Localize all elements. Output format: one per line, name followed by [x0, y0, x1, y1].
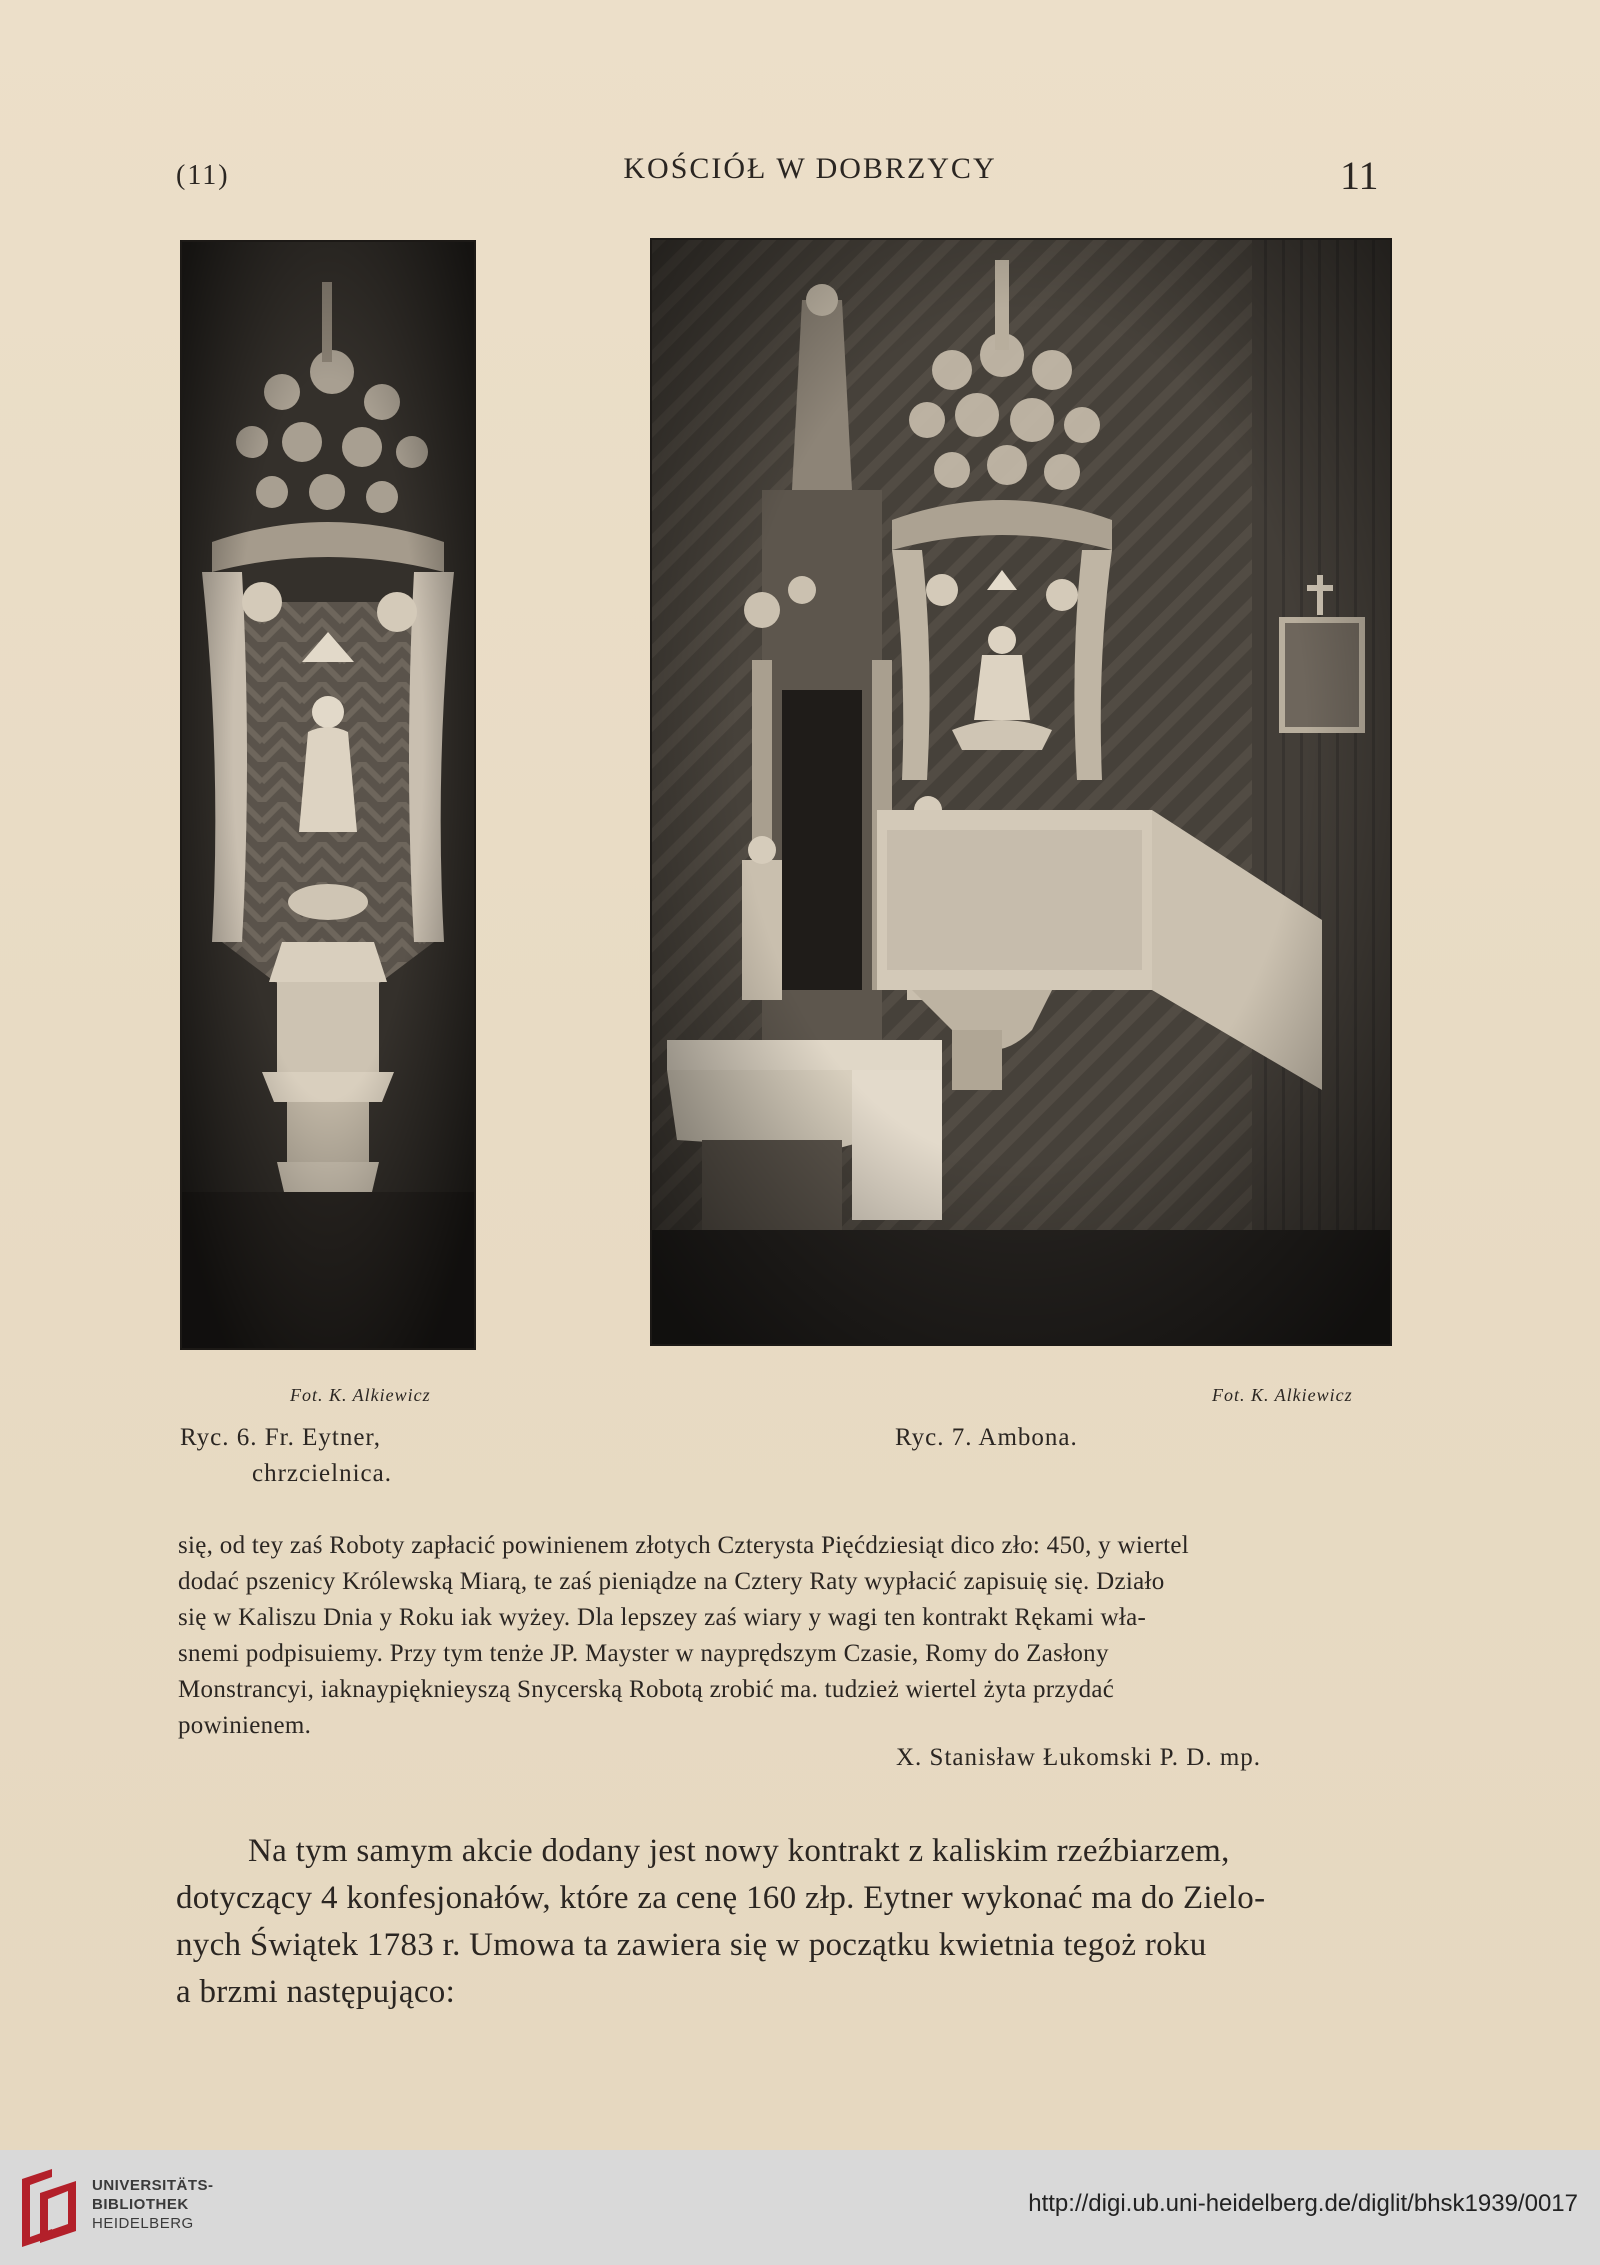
body-line: dotyczący 4 konfesjonałów, które za cenę 160 złp. Eytner wykonać ma do Zielo-: [176, 1880, 1266, 1916]
quote-line: Monstrancyi, iaknaypięknieyszą Snycerską Robotą zrobić ma. tudzież wiertel żyta przydać: [178, 1676, 1115, 1703]
header-title: KOŚCIÓŁ W DOBRZYCY: [623, 152, 997, 185]
body-line: Na tym samym akcie dodany jest nowy kontrakt z kaliskim rzeźbiarzem,: [248, 1833, 1230, 1869]
page-number: 11: [1340, 153, 1379, 198]
quote-line: się, od tey zaś Roboty zapłacić powinienem złotych Czterysta Pięćdziesiąt dico zło: 450, y wiertel: [178, 1532, 1190, 1559]
photo-credit-left: Fot. K. Alkiewicz: [290, 1385, 431, 1405]
figure-caption-6: Ryc. 6. Fr. Eytner,: [180, 1424, 382, 1451]
pulpit-image: [652, 240, 1390, 1344]
header-section-number: (11): [176, 160, 230, 191]
quote-line: dodać pszenicy Królewską Miarą, te zaś pieniądze na Cztery Raty wypłacić zapisuię się. Działo: [178, 1568, 1165, 1595]
quote-line: się w Kaliszu Dnia y Roku iak wyżey. Dla lepszey zaś wiary y wagi ten kontrakt Rękami wła-: [178, 1604, 1147, 1631]
library-name-line: UNIVERSITÄTS-: [92, 2177, 214, 2194]
running-header: [0, 152, 1600, 202]
library-footer: [0, 2150, 1600, 2265]
permalink-url[interactable]: http://digi.ub.uni-heidelberg.de/diglit/bhsk1939/0017: [1028, 2190, 1578, 2217]
quote-signature: X. Stanisław Łukomski P. D. mp.: [896, 1744, 1262, 1771]
university-library-logo-icon[interactable]: [18, 2167, 80, 2247]
baptismal-font-image: [182, 242, 474, 1348]
body-paragraph: [176, 1828, 1396, 2016]
library-name-line: BIBLIOTHEK: [92, 2196, 189, 2213]
quote-line: powinienem.: [178, 1712, 312, 1739]
photo-credit-right: Fot. K. Alkiewicz: [1212, 1385, 1353, 1405]
body-line: nych Świątek 1783 r. Umowa ta zawiera się w początku kwietnia tegoż roku: [176, 1927, 1207, 1963]
body-line: a brzmi następująco:: [176, 1974, 456, 2010]
photo-baptismal-font: [180, 240, 476, 1350]
photo-pulpit: [650, 238, 1392, 1346]
quoted-contract-text: [178, 1528, 1393, 1744]
figure-caption-6-continued: chrzcielnica.: [252, 1460, 392, 1487]
quote-line: snemi podpisuiemy. Przy tym tenże JP. Mayster w nayprędszym Czasie, Romy do Zasłony: [178, 1640, 1109, 1667]
library-name-line: HEIDELBERG: [92, 2215, 194, 2232]
library-name: [92, 2176, 214, 2233]
figure-caption-7: Ryc. 7. Ambona.: [895, 1424, 1078, 1451]
